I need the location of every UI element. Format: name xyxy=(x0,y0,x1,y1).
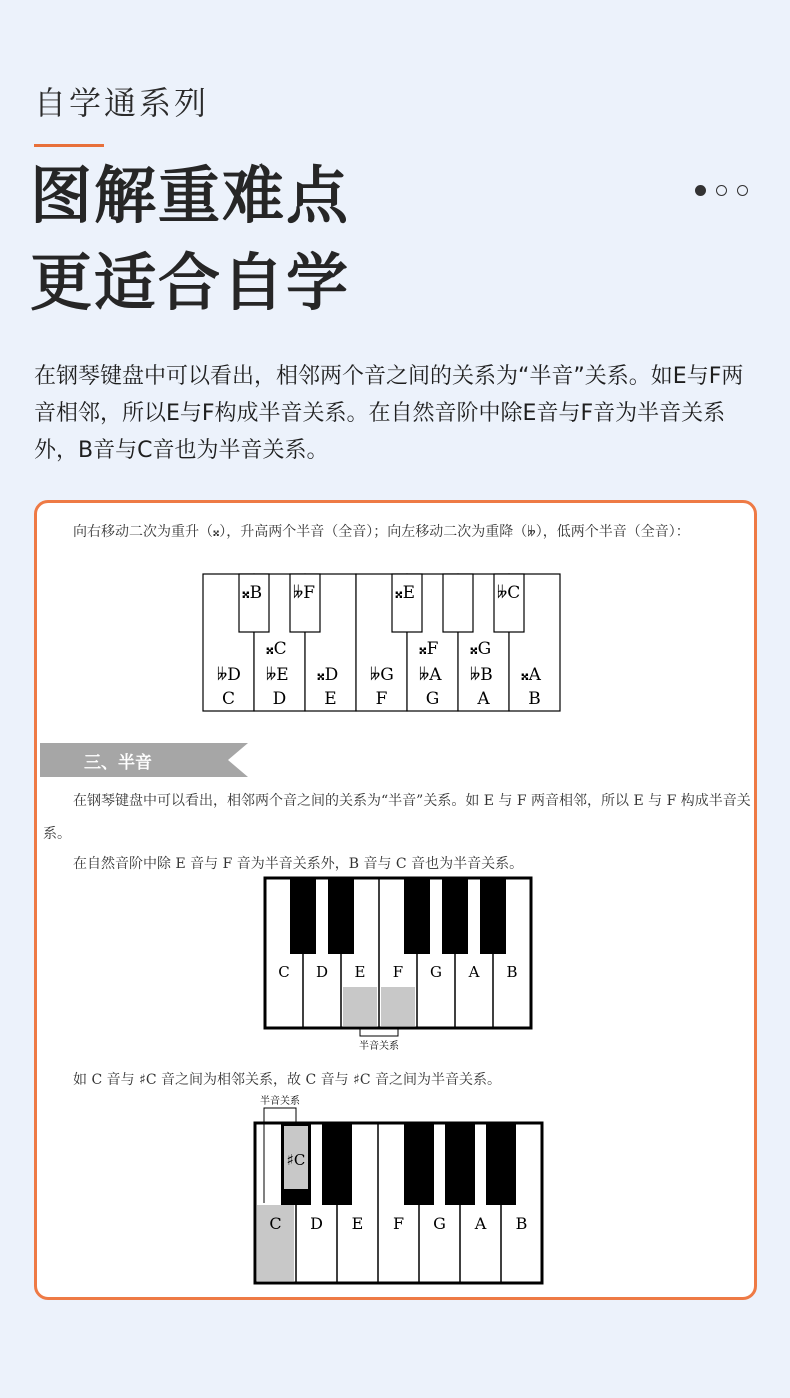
black-key xyxy=(445,1123,475,1205)
highlight-key xyxy=(381,987,415,1026)
key-label: B xyxy=(515,1214,528,1233)
semitone-bracket xyxy=(360,1029,398,1036)
paragraph-double-accidentals: 向右移动二次为重升（𝄪），升高两个半音（全音）；向左移动二次为重降（𝄫），低两个半音（全音）： xyxy=(73,524,690,540)
key-label: C xyxy=(269,1214,282,1233)
enharmonic-label: 𝄪C xyxy=(266,639,287,659)
title-line-1: 图解重难点 xyxy=(30,159,351,232)
key-label: D xyxy=(272,689,287,709)
key-label: A xyxy=(477,689,490,709)
enharmonic-label: 𝄪A xyxy=(521,665,541,685)
key-label: G xyxy=(430,963,442,981)
accent-bar xyxy=(34,144,104,147)
key-label: E xyxy=(351,1214,364,1233)
black-key-label: ♯C xyxy=(286,1151,306,1169)
key-label: D xyxy=(310,1214,323,1233)
key-label: C xyxy=(278,963,290,981)
enharmonic-label: 𝄫E xyxy=(266,665,289,685)
key-label: B xyxy=(528,689,541,709)
black-key xyxy=(480,878,506,954)
key-label: G xyxy=(433,1214,446,1233)
paragraph-semitone-ef-bc: 在自然音阶中除 E 音与 F 音为半音关系外，B 音与 C 音也为半音关系。 xyxy=(73,856,524,872)
keyboard-c-csharp-diagram xyxy=(37,1093,757,1293)
keyboard-ef-semitone-diagram xyxy=(37,873,757,1053)
black-key xyxy=(442,878,468,954)
paragraph-semitone-intro: 在钢琴键盘中可以看出，相邻两个音之间的关系为“半音”关系。如 E 与 F 两音相邻，所以 E 与 F 构成半音关系。 xyxy=(43,793,751,842)
intro-paragraph: 在钢琴键盘中可以看出，相邻两个音之间的关系为“半音”关系。如E与F两音相邻，所以E与F构成半音关系。在自然音阶中除E音与F音为半音关系外，B音与C音也为半音关系。 xyxy=(34,364,744,463)
black-key-label: 𝄫C xyxy=(497,583,521,603)
black-key xyxy=(322,1123,352,1205)
paragraph-c-csharp: 如 C 音与 ♯C 音之间为相邻关系，故 C 音与 ♯C 音之间为半音关系。 xyxy=(73,1072,501,1088)
key-label: A xyxy=(468,963,480,981)
black-key xyxy=(328,878,354,954)
keyboard-enharmonic-diagram xyxy=(37,569,757,719)
pager-dots[interactable] xyxy=(695,185,748,196)
pager-dot[interactable] xyxy=(737,185,748,196)
key-label: G xyxy=(425,689,440,709)
bracket-label: 半音关系 xyxy=(359,1041,399,1052)
key-label: F xyxy=(375,689,388,709)
content-card xyxy=(34,500,757,1300)
key-label: E xyxy=(324,689,337,709)
enharmonic-label: 𝄪G xyxy=(470,639,492,659)
enharmonic-label: 𝄫A xyxy=(419,665,442,685)
key-label: B xyxy=(506,963,518,981)
black-key xyxy=(404,878,430,954)
enharmonic-label: 𝄪D xyxy=(317,665,339,685)
black-key-label: 𝄪E xyxy=(395,583,416,603)
black-key-label: 𝄪B xyxy=(242,583,263,603)
key-label: D xyxy=(315,963,329,981)
black-key xyxy=(486,1123,516,1205)
highlight-key xyxy=(343,987,377,1026)
key-label: C xyxy=(221,689,236,709)
enharmonic-label: 𝄫D xyxy=(217,665,241,685)
key-label: F xyxy=(392,1214,405,1233)
enharmonic-label: 𝄫B xyxy=(470,665,493,685)
section-title: 三、半音 xyxy=(84,753,152,773)
pager-dot[interactable] xyxy=(695,185,706,196)
series-label: 自学通系列 xyxy=(34,84,210,122)
black-key xyxy=(290,878,316,954)
black-key-outline xyxy=(443,574,473,632)
black-key-label: 𝄫F xyxy=(293,583,316,603)
enharmonic-label: 𝄫G xyxy=(370,665,394,685)
pager-dot[interactable] xyxy=(716,185,727,196)
section-banner xyxy=(40,743,248,777)
key-label: F xyxy=(392,963,404,981)
key-label: E xyxy=(354,963,366,981)
bracket-label: 半音关系 xyxy=(260,1096,300,1107)
title-line-2: 更适合自学 xyxy=(30,246,351,319)
enharmonic-label: 𝄪F xyxy=(419,639,439,659)
black-key xyxy=(404,1123,434,1205)
key-label: A xyxy=(474,1214,487,1233)
